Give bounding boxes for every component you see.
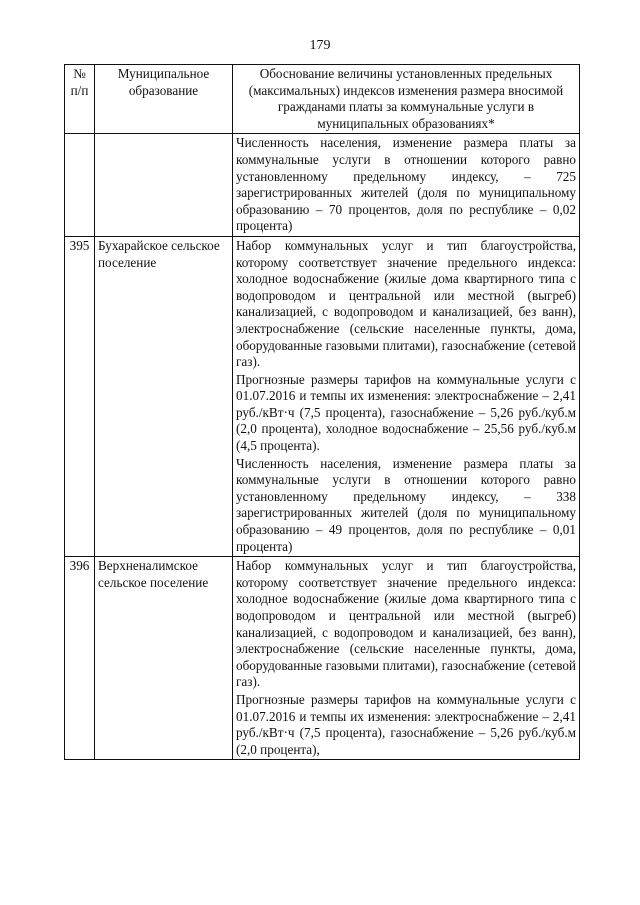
row-justification <box>233 236 580 556</box>
justification-paragraph: Численность населения, изменение размера платы за коммунальные услуги в отношении которого равно установленному предельному индексу, – 338 зарегистрированных жителей (доля по муниципальному образованию – 49 процентов, доля по республике – 0,01 процента) <box>236 455 576 554</box>
header-justification: Обоснование величины установленных предельных (максимальных) индексов изменения размера вносимой гражданами платы за коммунальные услуги в муниципальных образованиях* <box>233 65 580 134</box>
justification-table <box>64 64 580 760</box>
header-municipality: Муниципальное образование <box>95 65 233 134</box>
justification-paragraph: Прогнозные размеры тарифов на коммунальные услуги с 01.07.2016 и темпы их изменения: электроснабжение – 2,41 руб./кВт·ч (7,5 процента), газоснабжение – 5,26 руб./куб.м (2,0 процента), холодное водоснабжение – 25,56 руб./куб.м (4,5 процента). <box>236 371 576 454</box>
justification-paragraph: Набор коммунальных услуг и тип благоустройства, которому соответствует значение предельного индекса: холодное водоснабжение (жилые дома квартирного типа с водопроводом и центральной или местной (выгреб) канализацией, с водопроводом и канализацией, без ванн), электроснабжение (сельские населенные пункты, дома, оборудованные газовыми плитами), газоснабжение (сетевой газ). <box>236 237 576 370</box>
table-row <box>65 557 580 760</box>
row-number: 395 <box>65 236 95 556</box>
justification-paragraph: Численность населения, изменение размера платы за коммунальные услуги в отношении которого равно установленному предельному индексу, – 725 зарегистрированных жителей (доля по муниципальному образованию – 70 процентов, доля по республике – 0,02 процента) <box>236 135 576 234</box>
row-municipality <box>95 134 233 237</box>
row-justification <box>233 134 580 237</box>
header-number: № п/п <box>65 65 95 134</box>
municipality-name: Верхненалимское сельское поселение <box>98 558 209 590</box>
page-number: 179 <box>309 38 331 53</box>
table-row <box>65 236 580 556</box>
justification-paragraph: Набор коммунальных услуг и тип благоустройства, которому соответствует значение предельного индекса: холодное водоснабжение (жилые дома квартирного типа с водопроводом и центральной или местной (выгреб) канализацией, с водопроводом и канализацией, без ванн), электроснабжение (сельские населенные пункты, дома, оборудованные газовыми плитами), газоснабжение (сетевой газ). <box>236 558 576 690</box>
row-municipality <box>95 557 233 760</box>
row-number <box>65 134 95 237</box>
row-number: 396 <box>65 557 95 760</box>
row-municipality <box>95 236 233 556</box>
row-justification <box>233 557 580 760</box>
justification-paragraph: Прогнозные размеры тарифов на коммунальные услуги с 01.07.2016 и темпы их изменения: электроснабжение – 2,41 руб./кВт·ч (7,5 процента), газоснабжение – 5,26 руб./куб.м (2,0 процента), <box>236 691 576 757</box>
municipality-name: Бухарайское сельское поселение <box>98 237 220 270</box>
table-row <box>65 134 580 237</box>
table-header-row <box>65 65 580 134</box>
